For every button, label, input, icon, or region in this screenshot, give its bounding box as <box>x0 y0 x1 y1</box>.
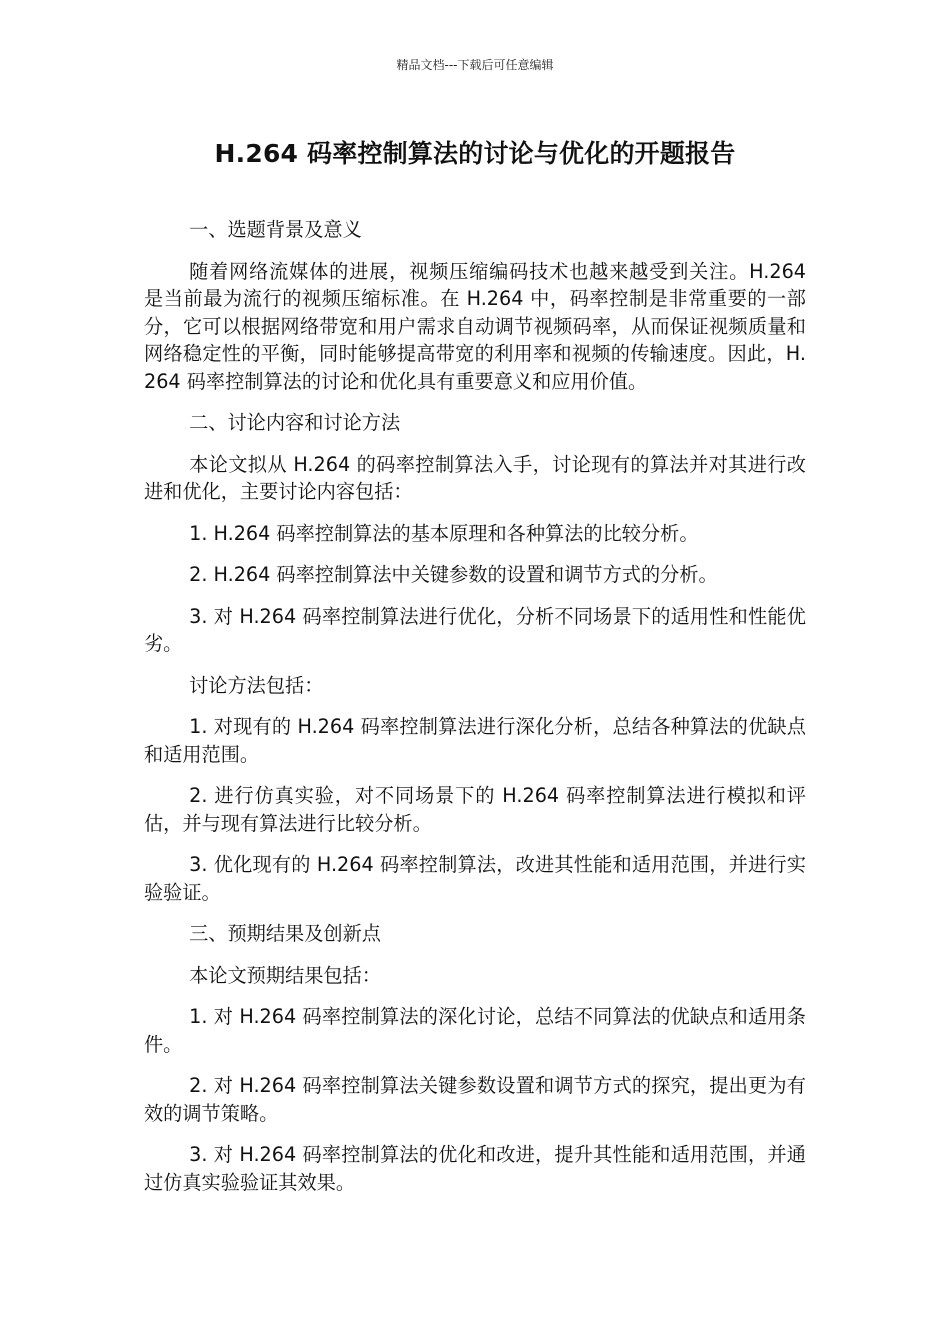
list-item-result-2: 2. 对 H.264 码率控制算法关键参数设置和调节方式的探究，提出更为有效的调节策略。 <box>144 1074 806 1125</box>
list-item-result-1: 1. 对 H.264 码率控制算法的深化讨论，总结不同算法的优缺点和适用条件。 <box>144 1005 806 1056</box>
list-item-method-1: 1. 对现有的 H.264 码率控制算法进行深化分析，总结各种算法的优缺点和适用范围。 <box>144 715 806 766</box>
page-header-note: 精品文档---下载后可任意编辑 <box>396 58 554 72</box>
document-body <box>144 216 806 1210</box>
paragraph-research-intro: 本论文拟从 H.264 的码率控制算法入手，讨论现有的算法并对其进行改进和优化，主要讨论内容包括： <box>144 452 806 503</box>
list-item-content-1: 1. H.264 码率控制算法的基本原理和各种算法的比较分析。 <box>189 521 699 545</box>
list-item-result-3: 3. 对 H.264 码率控制算法的优化和改进，提升其性能和适用范围，并通过仿真实验验证其效果。 <box>144 1143 806 1194</box>
section-heading-research: 二、讨论内容和讨论方法 <box>189 411 401 434</box>
paragraph-results-intro: 本论文预期结果包括： <box>189 963 381 987</box>
list-item-method-2: 2. 进行仿真实验，对不同场景下的 H.264 码率控制算法进行模拟和评估，并与现有算法进行比较分析。 <box>144 784 806 835</box>
paragraph-methods-intro: 讨论方法包括： <box>189 673 324 697</box>
section-heading-results: 三、预期结果及创新点 <box>189 922 381 945</box>
section-heading-background: 一、选题背景及意义 <box>189 218 362 241</box>
list-item-method-3: 3. 优化现有的 H.264 码率控制算法，改进其性能和适用范围，并进行实验验证。 <box>144 853 806 904</box>
document-title: H.264 码率控制算法的讨论与优化的开题报告 <box>214 139 736 168</box>
list-item-content-3: 3. 对 H.264 码率控制算法进行优化，分析不同场景下的适用性和性能优劣。 <box>144 604 806 655</box>
list-item-content-2: 2. H.264 码率控制算法中关键参数的设置和调节方式的分析。 <box>189 563 718 586</box>
paragraph-background: 随着网络流媒体的进展，视频压缩编码技术也越来越受到关注。H.264 是当前最为流行的视频压缩标准。在 H.264 中，码率控制是非常重要的一部分，它可以根据网络带宽和用户需求自动调节视频码率，从而保证视频质量和网络稳定性的平衡，同时能够提高带宽的利用率和视频的传输速度。因此，H.264 码率控制算法的讨论和优化具有重要意义和应用价值。 <box>144 259 806 393</box>
